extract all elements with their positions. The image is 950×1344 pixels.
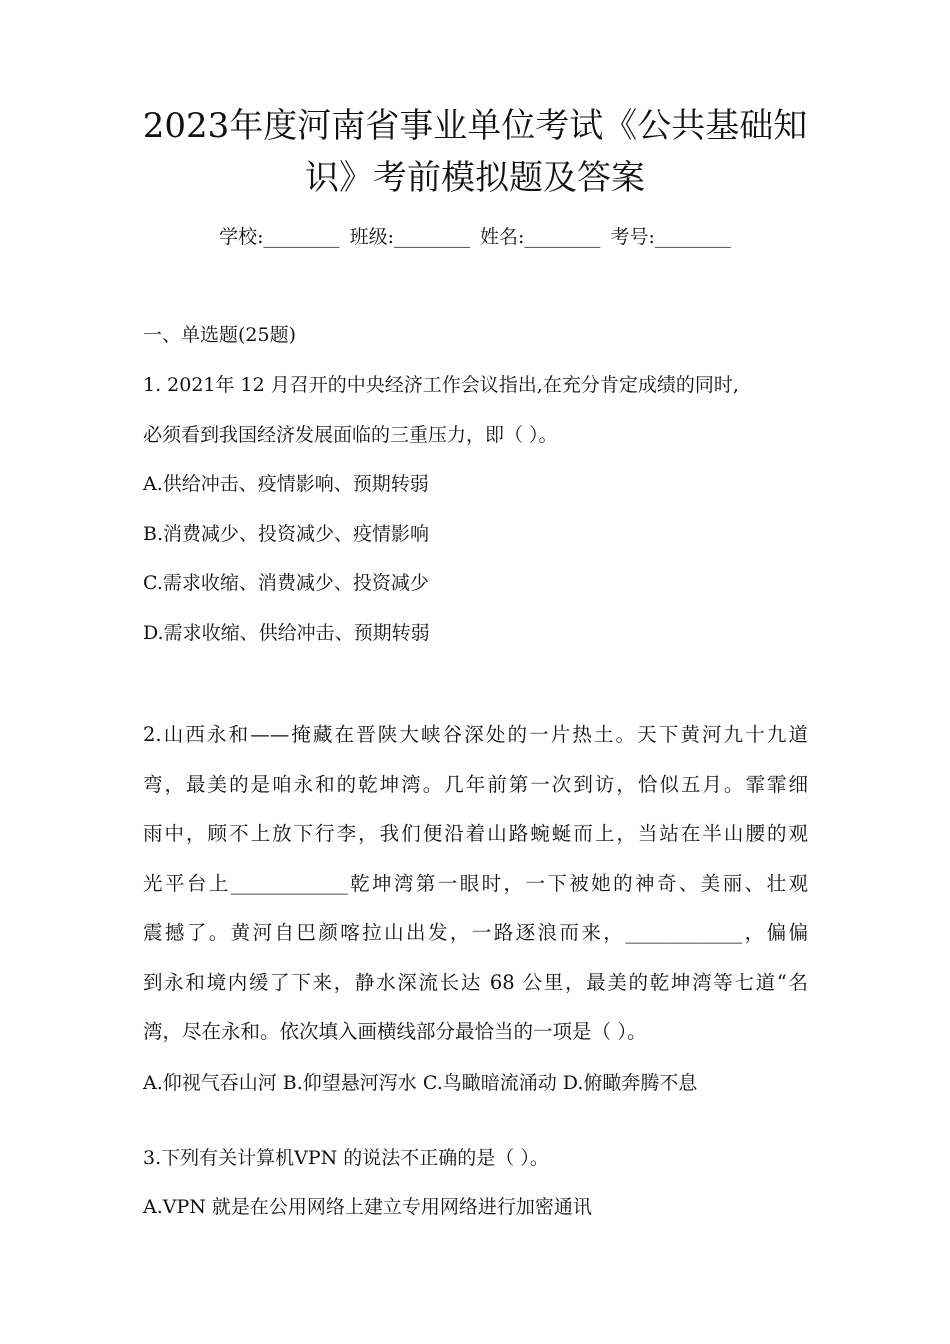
name-field: 姓名:________ xyxy=(480,226,601,248)
q2-stem-line: 弯，最美的是咱永和的乾坤湾。几年前第一次到访，恰似五月。霏霏细 xyxy=(143,772,808,796)
q2-stem-line: 湾，尽在永和。依次填入画横线部分最恰当的一项是（ ）。 xyxy=(143,1020,647,1043)
q2-stem-line: 2.山西永和——掩藏在晋陕大峡谷深处的一片热土。天下黄河九十九道 xyxy=(143,723,808,746)
q2-stem-line: 雨中，顾不上放下行李，我们便沿着山路蜿蜒而上，当站在半山腰的观 xyxy=(143,822,808,845)
q1-option-c: C.需求收缩、消费减少、投资减少 xyxy=(143,572,429,594)
document-title-line-2: 识》考前模拟题及答案 xyxy=(305,158,645,198)
q2-options: A.仰视气吞山河 B.仰望悬河泻水 C.鸟瞰暗流涌动 D.俯瞰奔腾不息 xyxy=(143,1072,698,1094)
class-field: 班级:________ xyxy=(349,226,470,248)
section-heading: 一、单选题(25题) xyxy=(143,324,297,346)
q1-option-b: B.消费减少、投资减少、疫情影响 xyxy=(143,523,430,545)
q1-stem-line-1: 1. 2021年 12 月召开的中央经济工作会议指出,在充分肯定成绩的同时, xyxy=(143,374,739,396)
q2-stem-line: 到永和境内缓了下来，静水深流长达 68 公里，最美的乾坤湾等七道“名 xyxy=(143,970,808,994)
q1-option-d: D.需求收缩、供给冲击、预期转弱 xyxy=(143,622,430,644)
exam-number-field: 考号:________ xyxy=(610,226,731,248)
q3-option-a: A.VPN 就是在公用网络上建立专用网络进行加密通讯 xyxy=(143,1196,592,1218)
q1-stem-line-2: 必须看到我国经济发展面临的三重压力，即（ ）。 xyxy=(143,424,558,446)
q3-stem: 3.下列有关计算机VPN 的说法不正确的是（ ）。 xyxy=(143,1147,549,1169)
document-title-line-1: 2023年度河南省事业单位考试《公共基础知 xyxy=(142,106,808,146)
q2-stem-line: 光平台上____________乾坤湾第一眼时，一下被她的神奇、美丽、壮观 xyxy=(143,871,808,895)
q2-stem-line: 震撼了。黄河自巴颜喀拉山出发，一路逐浪而来，____________，偏偏 xyxy=(143,921,808,944)
student-info-row xyxy=(100,222,850,252)
school-field: 学校:________ xyxy=(219,226,340,248)
q1-option-a: A.供给冲击、疫情影响、预期转弱 xyxy=(143,473,429,495)
q2-stem xyxy=(143,710,808,1057)
